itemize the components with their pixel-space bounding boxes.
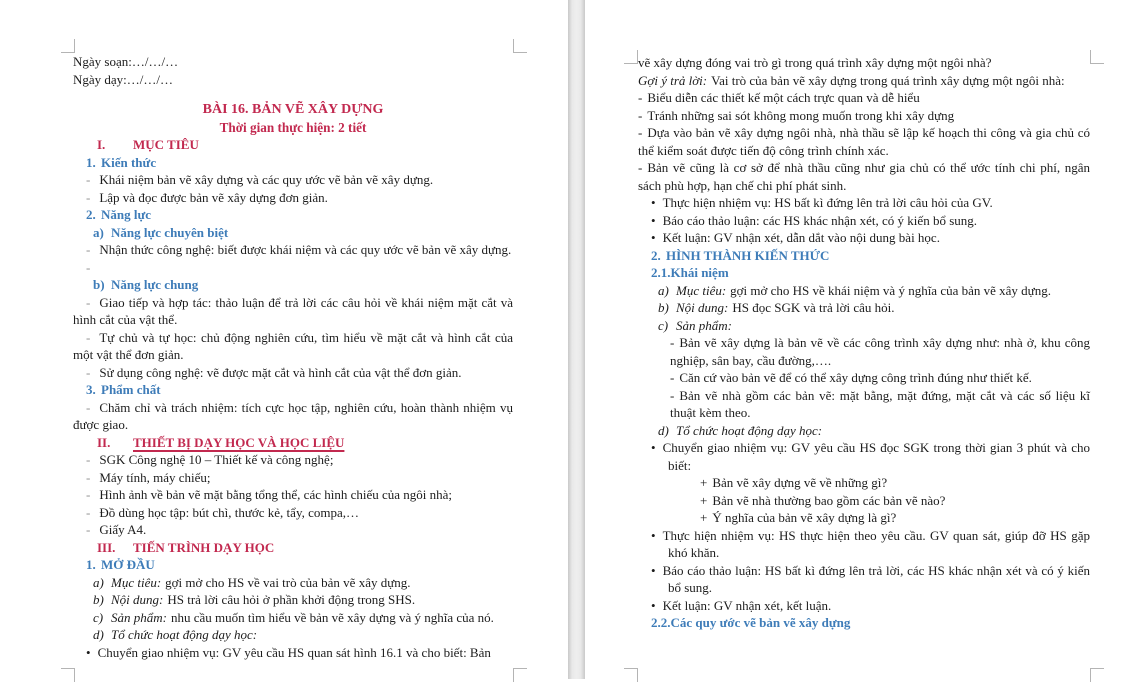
bullet-item: [638, 562, 1090, 597]
item-marker: c): [93, 609, 104, 625]
list-item: [73, 521, 513, 539]
item-text: Bản vẽ xây dựng là bản vẽ về các công trình xây dựng như: nhà ở, khu công nghiệp, sân bay, cầu đường,….: [670, 335, 1090, 368]
list-item: [73, 486, 513, 504]
item-marker: 2.: [651, 247, 661, 263]
bullet-item: [638, 212, 1090, 230]
lettered-item: [638, 282, 1090, 300]
lettered-item: [638, 299, 1090, 317]
item-marker: b): [93, 592, 104, 607]
item-marker: -: [86, 522, 91, 537]
item-marker: -: [670, 370, 675, 385]
list-item: [638, 159, 1090, 194]
list-item: [73, 399, 513, 434]
bullet-item: [638, 597, 1090, 615]
subsection-heading: [638, 264, 1090, 282]
page-2-content: [638, 54, 1090, 632]
item-marker: -: [670, 335, 675, 350]
item-marker: I.: [97, 137, 106, 152]
item-marker: -: [86, 469, 91, 485]
margin-corner-mark: [624, 50, 638, 64]
item-marker: -: [638, 107, 643, 123]
item-text: gợi mở cho HS về khái niệm và ý nghĩa của bản vẽ xây dựng.: [730, 282, 1051, 298]
item-text: Ngày dạy:…/…/…: [73, 71, 174, 87]
item-text: Lập và đọc được bản vẽ xây dựng đơn giản.: [99, 189, 328, 205]
page-1-content: [73, 53, 513, 661]
list-item: [73, 259, 513, 277]
list-item: [638, 334, 1090, 369]
list-item: [638, 509, 1090, 527]
item-text: Kết luận: GV nhận xét, dẫn dắt vào nội dung bài học.: [662, 230, 940, 245]
item-text: Máy tính, máy chiếu;: [99, 469, 211, 485]
list-item: [73, 329, 513, 364]
lettered-item: [73, 626, 513, 644]
list-item: [73, 469, 513, 487]
item-label: Sản phẩm:: [111, 609, 167, 625]
item-marker: -: [86, 452, 91, 467]
item-marker: 2.: [86, 207, 96, 222]
margin-corner-mark: [1090, 668, 1104, 682]
doc-title: [73, 101, 513, 119]
item-marker: 2.2.: [651, 615, 671, 630]
bullet-item: [638, 439, 1090, 474]
item-label: MỤC TIÊU: [133, 137, 199, 152]
item-marker: 1.: [86, 557, 96, 572]
item-marker: b): [658, 300, 669, 315]
item-text: Dựa vào bản vẽ xây dựng ngôi nhà, nhà thầu sẽ lập kế hoạch thi công và gia chủ có thể kiểm soát được tiến độ công trình chính xác.: [638, 125, 1090, 158]
subsection-heading: [73, 381, 513, 399]
item-text: vẽ xây dựng đóng vai trò gì trong quá trình xây dựng một ngôi nhà?: [638, 55, 992, 70]
item-text: Chuyển giao nhiệm vụ: GV yêu cầu HS quan sát hình 16.1 và cho biết: Bản: [97, 644, 491, 660]
lettered-item: [638, 317, 1090, 335]
blank-line: [73, 88, 513, 99]
list-item: [638, 492, 1090, 510]
item-text: Báo cáo thảo luận: HS bất kì đứng lên trả lời, các HS khác nhận xét và có ý kiến bổ sung.: [662, 562, 1090, 595]
item-marker: -: [638, 90, 643, 105]
item-text: Hình ảnh về bản vẽ mặt bằng tổng thể, các hình chiếu của ngôi nhà;: [99, 487, 453, 502]
list-item: [73, 504, 513, 522]
list-item: [638, 107, 1090, 125]
list-item: [73, 294, 513, 329]
item-marker: -: [86, 399, 91, 415]
page-gutter: [568, 0, 585, 679]
item-text: Vai trò của bản vẽ xây dựng trong quá trình xây dựng một ngôi nhà:: [711, 72, 1065, 88]
paragraph: [638, 72, 1090, 90]
item-marker: -: [86, 487, 91, 502]
item-text: Thực hiện nhiệm vụ: HS bất kì đứng lên trả lời câu hỏi của GV.: [662, 195, 993, 210]
item-marker: b): [93, 277, 105, 292]
item-text: Biểu diễn các thiết kế một cách trực quan và dễ hiểu: [647, 90, 920, 105]
section-heading: [73, 434, 513, 452]
subsection-heading: [638, 247, 1090, 265]
item-text: HS trả lời câu hỏi ở phần khởi động trong SHS.: [167, 592, 416, 607]
item-marker: III.: [97, 539, 116, 555]
item-marker: 3.: [86, 382, 96, 397]
item-marker: +: [700, 475, 708, 490]
item-marker: •: [651, 195, 656, 210]
item-label: Sản phẩm:: [676, 317, 732, 333]
item-label: Phẩm chất: [101, 382, 161, 397]
item-text: Bản vẽ nhà thường bao gồm các bản vẽ nào?: [712, 492, 946, 508]
item-label: Tổ chức hoạt động dạy học:: [111, 627, 258, 642]
item-marker: -: [86, 504, 91, 520]
item-text: Tự chủ và tự học: chủ động nghiên cứu, tìm hiểu về mặt cắt và hình cắt của một vật thể đơn giản.: [73, 329, 513, 362]
item-text: Thực hiện nhiệm vụ: HS thực hiện theo yêu cầu. GV quan sát, giúp đỡ HS gặp khó khăn.: [662, 527, 1090, 560]
item-marker: •: [651, 230, 656, 245]
list-item: [73, 171, 513, 189]
item-label: MỞ ĐẦU: [101, 557, 155, 572]
item-text: Tránh những sai sót không mong muốn trong khi xây dựng: [647, 107, 955, 123]
item-marker: 1.: [86, 154, 96, 170]
item-marker: -: [86, 259, 91, 275]
lettered-item: [73, 574, 513, 592]
item-text: gợi mở cho HS về vai trò của bản vẽ xây dựng.: [165, 574, 411, 590]
item-marker: 2.1.: [651, 265, 671, 280]
item-label: Mục tiêu:: [111, 574, 162, 590]
paragraph: [638, 54, 1090, 72]
item-marker: -: [638, 160, 643, 175]
item-marker: II.: [97, 434, 111, 450]
item-marker: •: [651, 440, 656, 455]
item-marker: •: [86, 644, 91, 660]
item-marker: a): [93, 574, 104, 590]
item-marker: •: [651, 597, 656, 613]
list-item: [73, 451, 513, 469]
list-item: [73, 189, 513, 207]
item-marker: -: [86, 364, 91, 380]
item-marker: -: [638, 125, 643, 140]
item-marker: +: [700, 510, 708, 525]
item-text: Chăm chỉ và trách nhiệm: tích cực học tập, nghiên cứu, hoàn thành nhiệm vụ được giao.: [73, 399, 513, 432]
bullet-item: [638, 527, 1090, 562]
list-item: [638, 89, 1090, 107]
margin-corner-mark: [1090, 50, 1104, 64]
item-marker: -: [86, 294, 91, 310]
item-text: Bản vẽ cũng là cơ sở để nhà thầu cũng như gia chủ có thể ước tính chi phí, ngân sách phù hợp, hạn chế chi phí phát sinh.: [638, 160, 1090, 193]
doc-subtitle: [73, 119, 513, 137]
document-page-2: [585, 0, 1146, 679]
item-text: Giao tiếp và hợp tác: thảo luận để trả lời các câu hỏi về khái niệm mặt cắt và hình cắt của vật thể.: [73, 294, 513, 327]
margin-corner-mark: [513, 668, 527, 682]
list-item: [638, 124, 1090, 159]
item-text: nhu cầu muốn tìm hiểu về bản vẽ xây dựng và ý nghĩa của nó.: [170, 609, 494, 625]
subsection-heading: [73, 206, 513, 224]
item-text: Kết luận: GV nhận xét, kết luận.: [662, 597, 832, 613]
item-text: Căn cứ vào bản vẽ để có thể xây dựng công trình đúng như thiết kế.: [679, 370, 1032, 385]
item-text: Thời gian thực hiện: 2 tiết: [219, 119, 367, 135]
bullet-item: [638, 194, 1090, 212]
lettered-item: [73, 609, 513, 627]
item-label: Năng lực chung: [111, 277, 199, 292]
item-marker: +: [700, 492, 708, 508]
item-label: Gợi ý trả lời:: [638, 72, 708, 88]
item-marker: a): [93, 224, 104, 240]
item-text: Giấy A4.: [99, 522, 147, 537]
item-marker: a): [658, 282, 669, 298]
document-page-1: [0, 0, 568, 679]
item-label: Khái niệm: [670, 265, 729, 280]
item-label: TIẾN TRÌNH DẠY HỌC: [133, 539, 275, 555]
item-text: Báo cáo thảo luận: các HS khác nhận xét, có ý kiến bổ sung.: [662, 212, 977, 228]
paragraph: [73, 53, 513, 71]
item-label: Kiến thức: [101, 154, 157, 170]
lettered-item: [638, 422, 1090, 440]
bullet-item: [638, 229, 1090, 247]
item-text: BÀI 16. BẢN VẼ XÂY DỰNG: [202, 102, 384, 117]
item-text: Ngày soạn:…/…/…: [73, 54, 179, 69]
subsection-heading: [73, 224, 513, 242]
item-marker: -: [86, 242, 91, 257]
subsection-heading: [73, 154, 513, 172]
margin-corner-mark: [513, 39, 527, 53]
item-marker: •: [651, 212, 656, 228]
list-item: [638, 369, 1090, 387]
margin-corner-mark: [624, 668, 638, 682]
item-label: Nội dung:: [676, 300, 729, 315]
item-marker: c): [658, 317, 669, 333]
list-item: [73, 364, 513, 382]
item-marker: -: [86, 329, 91, 345]
item-text: Bản vẽ nhà gồm các bản vẽ: mặt bằng, mặt đứng, mặt cắt và các số liệu kĩ thuật kèm theo.: [670, 387, 1090, 420]
list-item: [73, 241, 513, 259]
item-text: Khái niệm bản vẽ xây dựng và các quy ước vẽ bản vẽ xây dựng.: [99, 172, 434, 187]
paragraph: [73, 71, 513, 89]
item-label: Nội dung:: [111, 592, 164, 607]
section-heading: [73, 539, 513, 557]
item-text: Nhận thức công nghệ: biết được khái niệm và các quy ước vẽ bản vẽ xây dựng.: [99, 242, 512, 257]
item-marker: -: [670, 387, 675, 403]
item-text: Ý nghĩa của bản vẽ xây dựng là gì?: [712, 510, 897, 525]
item-text: SGK Công nghệ 10 – Thiết kế và công nghệ;: [99, 452, 334, 467]
item-text: Đồ dùng học tập: bút chì, thước kẻ, tẩy, compa,…: [99, 504, 360, 520]
item-marker: d): [658, 422, 669, 438]
item-label: Năng lực: [101, 207, 152, 222]
subsection-heading: [73, 276, 513, 294]
item-label: Mục tiêu:: [676, 282, 727, 298]
subsection-heading: [73, 556, 513, 574]
item-label: Các quy ước vẽ bản vẽ xây dựng: [670, 615, 851, 630]
item-marker: •: [651, 527, 656, 543]
margin-corner-mark: [61, 39, 75, 53]
subsection-heading: [638, 614, 1090, 632]
item-marker: -: [86, 172, 91, 187]
item-marker: d): [93, 627, 104, 642]
item-text: Bản vẽ xây dựng vẽ về những gì?: [712, 475, 888, 490]
item-text: Chuyển giao nhiệm vụ: GV yêu cầu HS đọc SGK trong thời gian 3 phút và cho biết:: [662, 440, 1090, 473]
list-item: [638, 387, 1090, 422]
item-label: HÌNH THÀNH KIẾN THỨC: [666, 247, 830, 263]
list-item: [638, 474, 1090, 492]
item-label: Năng lực chuyên biệt: [111, 224, 229, 240]
bullet-item: [73, 644, 513, 662]
item-marker: •: [651, 562, 656, 578]
lettered-item: [73, 591, 513, 609]
margin-corner-mark: [61, 668, 75, 682]
item-marker: -: [86, 189, 91, 205]
item-text: Sử dụng công nghệ: vẽ được mặt cắt và hình cắt của vật thể đơn giản.: [99, 364, 462, 380]
section-heading: [73, 136, 513, 154]
item-text: HS đọc SGK và trả lời câu hỏi.: [732, 300, 895, 315]
item-label: THIẾT BỊ DẠY HỌC VÀ HỌC LIỆU: [133, 434, 345, 450]
item-label: Tổ chức hoạt động dạy học:: [676, 422, 823, 438]
